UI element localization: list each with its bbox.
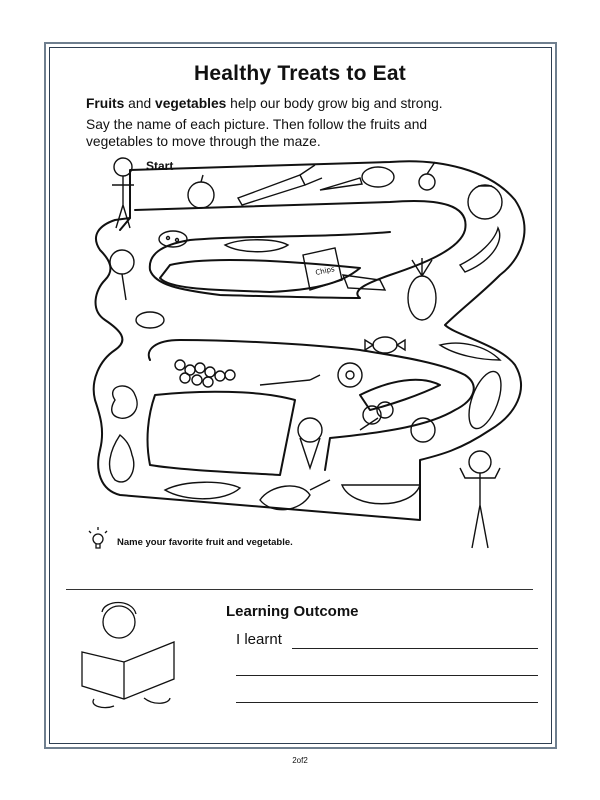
orange-icon (411, 418, 435, 442)
donut-icon (338, 363, 362, 387)
grapes-icon (175, 360, 235, 387)
instruction-line-2: vegetables to move through the maze. (86, 134, 321, 149)
ice-cream-icon (298, 418, 322, 468)
watermelon-icon (342, 485, 420, 504)
peas-icon (440, 343, 500, 360)
fruits-word: Fruits (86, 96, 125, 111)
maze-island-lower-left (148, 392, 295, 475)
cherry-icon (419, 162, 435, 190)
intro-line (86, 96, 443, 111)
child-reading-book-image (74, 594, 184, 712)
vegetables-word: vegetables (155, 96, 227, 111)
maze-inner-wall-bottom (149, 340, 474, 470)
cucumber-icon (165, 482, 240, 499)
food-maze (60, 150, 540, 550)
learning-outcome-title: Learning Outcome (226, 603, 359, 620)
banana-icon (460, 228, 500, 272)
celery-icon (238, 165, 322, 205)
broccoli-icon (360, 402, 393, 430)
tip-text: Name your favorite fruit and vegetable. (117, 537, 293, 548)
answer-line-1[interactable] (292, 648, 538, 649)
beet-icon (260, 480, 330, 510)
lemon-icon (362, 167, 394, 187)
maze-inner-wall-top (135, 201, 466, 298)
pear-icon (110, 435, 134, 482)
bell-pepper-icon (112, 386, 137, 418)
and-text: and (124, 96, 156, 111)
lollipop-icon (110, 250, 134, 300)
worksheet-title: Healthy Treats to Eat (194, 62, 406, 85)
answer-line-2[interactable] (236, 675, 538, 676)
page-number: 2of2 (292, 756, 308, 765)
maze-start-label: Start (146, 159, 174, 173)
maze-island-middle (160, 260, 360, 292)
chips-label: Chips (314, 265, 336, 277)
section-divider (66, 589, 533, 590)
tomato-icon (468, 185, 502, 219)
carrot-icon (320, 178, 362, 190)
hotdog-icon (225, 240, 288, 252)
scallion-icon (260, 375, 320, 385)
boy-finish-figure (460, 451, 500, 548)
apple-icon (188, 175, 214, 208)
intro-rest-text: help our body grow big and strong. (226, 96, 443, 111)
lightbulb-icon (88, 527, 108, 553)
candy-icon (365, 337, 405, 353)
instruction-line-1: Say the name of each picture. Then follow the fruits and (86, 117, 428, 132)
answer-line-3[interactable] (236, 702, 538, 703)
pretzel-icon (136, 312, 164, 328)
learnt-prompt: I learnt (236, 631, 282, 648)
